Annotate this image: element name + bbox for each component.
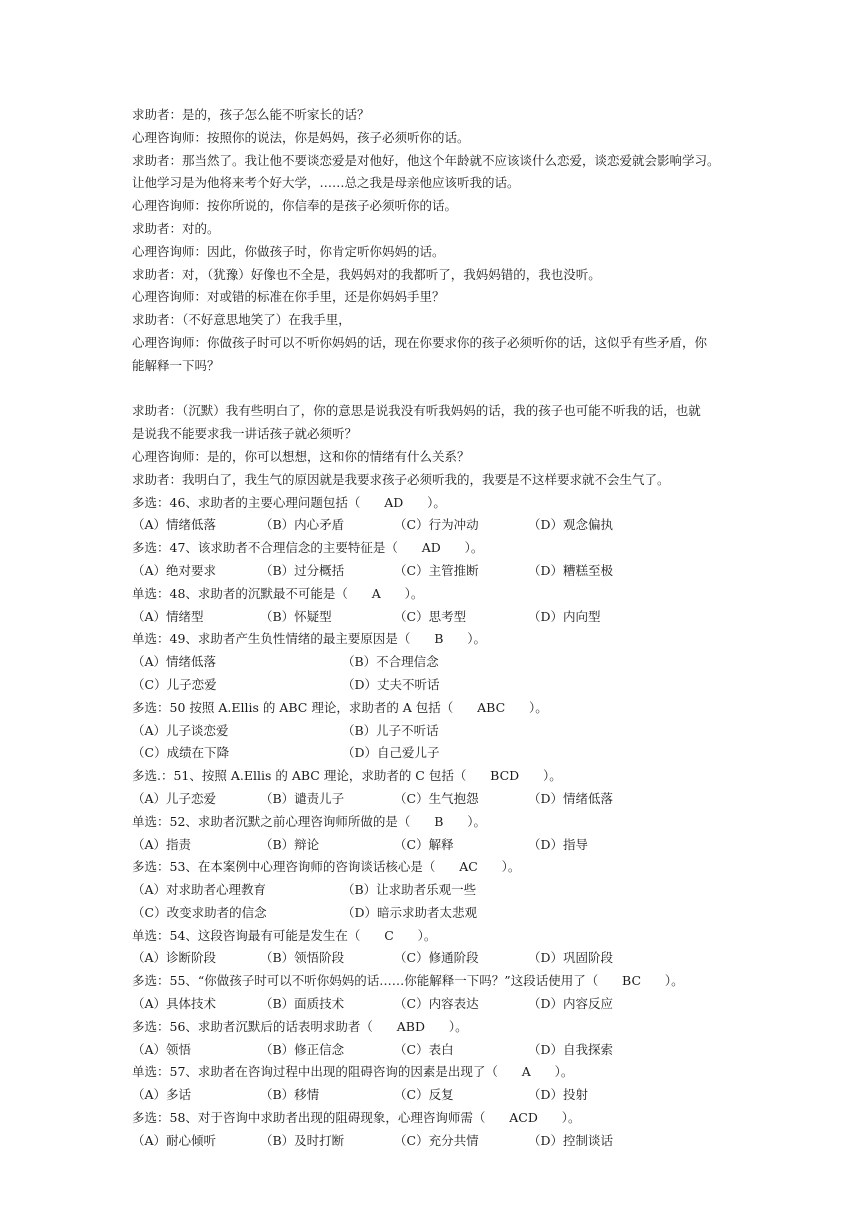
dialogue-line: 心理咨询师：因此，你做孩子时，你肯定听你妈妈的话。 bbox=[132, 243, 445, 259]
dialogue-line: 心理咨询师：对或错的标准在你手里，还是你妈妈手里？ bbox=[132, 289, 445, 305]
question-text: 多选：46、求助者的主要心理问题包括（ AD ）。 bbox=[132, 494, 446, 510]
answer-option: （A）诊断阶段 bbox=[132, 950, 217, 966]
answer-option: （B）怀疑型 bbox=[260, 608, 332, 624]
answer-option: （C）充分共情 bbox=[394, 1132, 479, 1148]
answer-option: （A）情绪低落 bbox=[132, 517, 217, 533]
answer-option: （B）移情 bbox=[260, 1087, 320, 1103]
option-row bbox=[132, 1039, 742, 1062]
question-text: 单选：54、这段咨询最有可能是发生在（ C ）。 bbox=[132, 927, 437, 943]
answer-option: （B）儿子不听话 bbox=[342, 722, 439, 738]
answer-option: （B）内心矛盾 bbox=[260, 517, 345, 533]
answer-option: （A）具体技术 bbox=[132, 996, 217, 1012]
question-text: 单选：48、求助者的沉默最不可能是（ A ）。 bbox=[132, 585, 424, 601]
question-text: 多选：55、“你做孩子时可以不听你妈妈的话……你能解释一下吗？”这段话使用了（ BC ）。 bbox=[132, 973, 684, 989]
question-text: 单选：49、求助者产生负性情绪的最主要原因是（ B ）。 bbox=[132, 631, 487, 647]
question-text: 多选.：51、按照 A.Ellis 的 ABC 理论，求助者的 C 包括（ BCD ）。 bbox=[132, 768, 562, 784]
answer-option: （B）及时打断 bbox=[260, 1132, 345, 1148]
option-row bbox=[132, 651, 742, 674]
answer-option: （B）辩论 bbox=[260, 836, 320, 852]
answer-option: （C）儿子恋爱 bbox=[132, 676, 217, 692]
question-text: 多选：58、对于咨询中求助者出现的阻碍现象，心理咨询师需（ ACD ）。 bbox=[132, 1110, 581, 1126]
dialogue-line: 求助者：（沉默）我有些明白了，你的意思是说我没有听我妈妈的话，我的孩子也可能不听我的话，也就 bbox=[132, 403, 701, 419]
answer-option: （A）儿子谈恋爱 bbox=[132, 722, 229, 738]
answer-option: （D）观念偏执 bbox=[528, 517, 614, 533]
option-row bbox=[132, 606, 742, 629]
option-row bbox=[132, 993, 742, 1016]
dialogue-line: 求助者：我明白了，我生气的原因就是我要求孩子必须听我的，我要是不这样要求就不会生气了。 bbox=[132, 471, 670, 487]
answer-option: （D）控制谈话 bbox=[528, 1132, 614, 1148]
answer-option: （D）自己爱儿子 bbox=[342, 745, 440, 761]
answer-option: （C）表白 bbox=[394, 1041, 454, 1057]
answer-option: （D）丈夫不听话 bbox=[342, 676, 440, 692]
dialogue-line: 求助者：（不好意思地笑了）在我手里， bbox=[132, 312, 351, 328]
question-text: 多选：50 按照 A.Ellis 的 ABC 理论，求助者的 A 包括（ ABC ）。 bbox=[132, 699, 548, 715]
blank-line bbox=[132, 378, 742, 401]
dialogue-line: 求助者：是的，孩子怎么能不听家长的话？ bbox=[132, 107, 370, 122]
option-row bbox=[132, 902, 742, 925]
answer-option: （D）糟糕至极 bbox=[528, 562, 614, 578]
dialogue-line: 求助者：对的。 bbox=[132, 220, 220, 236]
option-row bbox=[132, 879, 742, 902]
option-row bbox=[132, 788, 742, 811]
answer-option: （C）解释 bbox=[394, 836, 454, 852]
option-row bbox=[132, 834, 742, 857]
answer-option: （B）面质技术 bbox=[260, 996, 345, 1012]
option-row bbox=[132, 742, 742, 765]
question-text: 单选：52、求助者沉默之前心理咨询师所做的是（ B ）。 bbox=[132, 813, 487, 829]
answer-option: （A）情绪型 bbox=[132, 608, 204, 624]
dialogue-line: 心理咨询师：是的，你可以想想，这和你的情绪有什么关系？ bbox=[132, 448, 470, 464]
dialogue-line: 求助者：对，（犹豫）好像也不全是，我妈妈对的我都听了，我妈妈错的，我也没听。 bbox=[132, 266, 601, 282]
answer-option: （A）多话 bbox=[132, 1087, 192, 1103]
option-row bbox=[132, 720, 742, 743]
dialogue-line: 心理咨询师：按你所说的，你信奉的是孩子必须听你的话。 bbox=[132, 198, 458, 214]
answer-option: （C）思考型 bbox=[394, 608, 467, 624]
answer-option: （A）情绪低落 bbox=[132, 654, 217, 670]
option-row bbox=[132, 560, 742, 583]
answer-option: （A）指责 bbox=[132, 836, 192, 852]
dialogue-line: 让他学习是为他将来考个好大学，……总之我是母亲他应该听我的话。 bbox=[132, 175, 520, 191]
document-page bbox=[132, 104, 742, 1153]
answer-option: （A）对求助者心理教育 bbox=[132, 882, 267, 898]
question-text: 单选：57、求助者在咨询过程中出现的阻碍咨询的因素是出现了（ A ）。 bbox=[132, 1064, 574, 1080]
option-row bbox=[132, 947, 742, 970]
answer-option: （B）过分概括 bbox=[260, 562, 345, 578]
dialogue-line: 能解释一下吗？ bbox=[132, 357, 220, 373]
answer-option: （C）改变求助者的信念 bbox=[132, 904, 267, 920]
answer-option: （D）指导 bbox=[528, 836, 589, 852]
answer-option: （C）行为冲动 bbox=[394, 517, 479, 533]
option-row bbox=[132, 674, 742, 697]
answer-option: （B）修正信念 bbox=[260, 1041, 345, 1057]
dialogue-block bbox=[132, 104, 742, 378]
answer-option: （A）绝对要求 bbox=[132, 562, 217, 578]
answer-option: （C）生气抱怨 bbox=[394, 790, 479, 806]
dialogue-line: 求助者：那当然了。我让他不要谈恋爱是对他好，他这个年龄就不应该谈什么恋爱，谈恋爱就会影响学习。 bbox=[132, 152, 720, 168]
question-list bbox=[132, 492, 742, 1153]
answer-option: （C）主管推断 bbox=[394, 562, 479, 578]
answer-option: （D）情绪低落 bbox=[528, 790, 614, 806]
dialogue-line: 心理咨询师：你做孩子时可以不听你妈妈的话，现在你要求你的孩子必须听你的话，这似乎有些矛盾，你 bbox=[132, 334, 708, 350]
option-row bbox=[132, 1084, 742, 1107]
answer-option: （D）自我探索 bbox=[528, 1041, 614, 1057]
answer-option: （D）投射 bbox=[528, 1087, 589, 1103]
answer-option: （C）成绩在下降 bbox=[132, 745, 230, 761]
answer-option: （B）让求助者乐观一些 bbox=[342, 882, 477, 898]
answer-option: （D）巩固阶段 bbox=[528, 950, 614, 966]
answer-option: （C）修通阶段 bbox=[394, 950, 479, 966]
answer-option: （C）内容表达 bbox=[394, 996, 479, 1012]
dialogue-line: 是说我不能要求我一讲话孩子就必须听？ bbox=[132, 426, 358, 442]
answer-option: （C）反复 bbox=[394, 1087, 454, 1103]
answer-option: （D）内容反应 bbox=[528, 996, 614, 1012]
answer-option: （B）领悟阶段 bbox=[260, 950, 345, 966]
answer-option: （A）儿子恋爱 bbox=[132, 790, 217, 806]
dialogue-line: 心理咨询师：按照你的说法，你是妈妈，孩子必须听你的话。 bbox=[132, 129, 470, 145]
answer-option: （D）内向型 bbox=[528, 608, 601, 624]
option-row bbox=[132, 514, 742, 537]
option-row bbox=[132, 1130, 742, 1153]
answer-option: （D）暗示求助者太悲观 bbox=[342, 904, 478, 920]
answer-option: （A）领悟 bbox=[132, 1041, 192, 1057]
answer-option: （B）谴责儿子 bbox=[260, 790, 345, 806]
answer-option: （A）耐心倾听 bbox=[132, 1132, 217, 1148]
dialogue-block-2 bbox=[132, 400, 742, 491]
question-text: 多选：53、在本案例中心理咨询师的咨询谈话核心是（ AC ）。 bbox=[132, 859, 521, 875]
question-text: 多选：47、该求助者不合理信念的主要特征是（ AD ）。 bbox=[132, 540, 484, 556]
question-text: 多选：56、求助者沉默后的话表明求助者（ ABD ）。 bbox=[132, 1018, 468, 1034]
answer-option: （B）不合理信念 bbox=[342, 654, 439, 670]
